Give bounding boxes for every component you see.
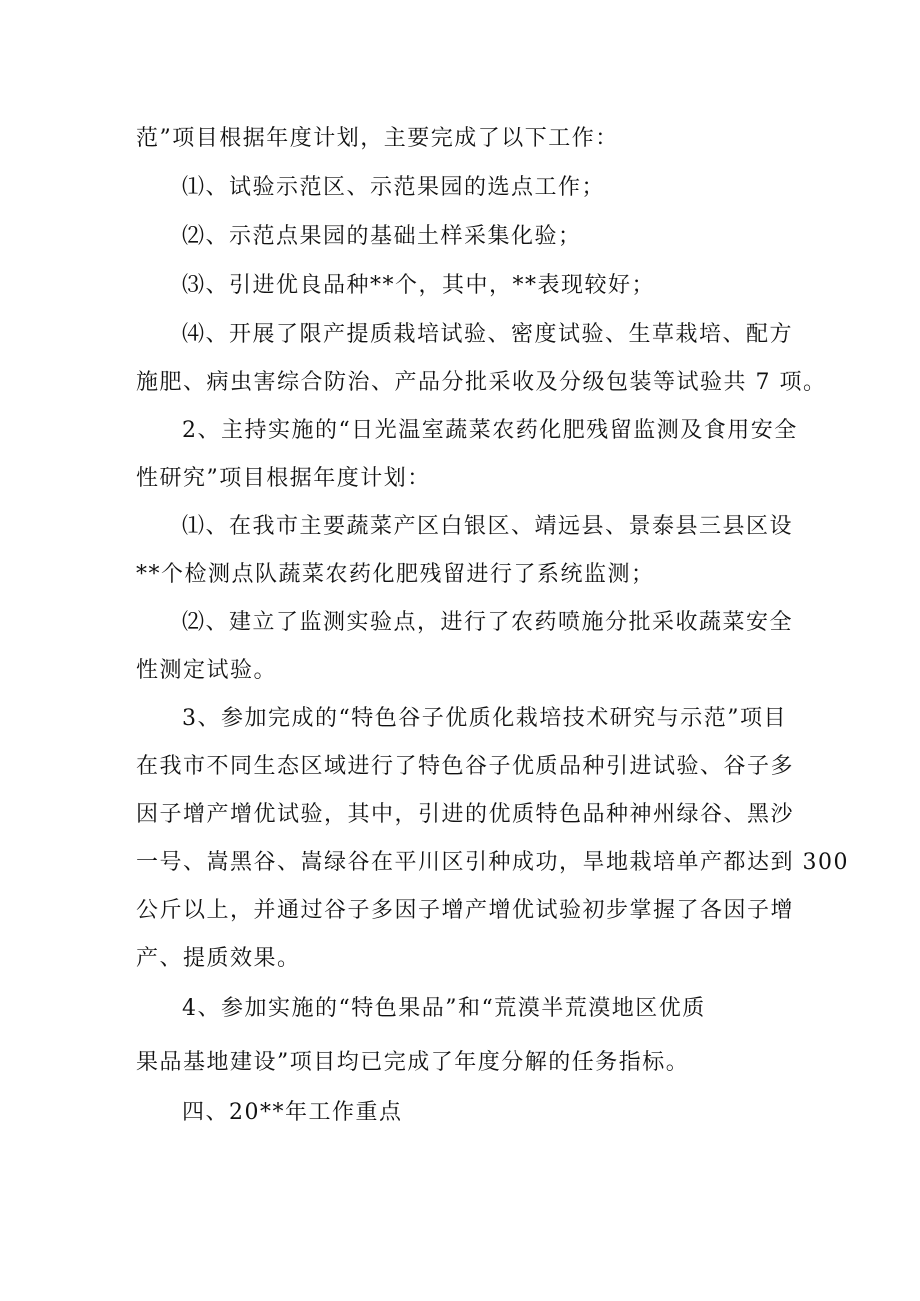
text-line: 因子增产增优试验，其中，引进的优质特色品种神州绿谷、黑沙 xyxy=(136,802,795,827)
text-line: 4、参加实施的“特色果品”和“荒漠半荒漠地区优质 xyxy=(182,996,706,1021)
text-line: ⑵、示范点果园的基础土样采集化验； xyxy=(182,224,582,249)
text-line: ⑷、开展了限产提质栽培试验、密度试验、生草栽培、配方 xyxy=(182,322,794,347)
text-line: ⑴、试验示范区、示范果园的选点工作； xyxy=(182,175,606,200)
text-line: 在我市不同生态区域进行了特色谷子优质品种引进试验、谷子多 xyxy=(136,754,795,779)
text-line: 产、提质效果。 xyxy=(136,946,301,971)
text-line: ⑴、在我市主要蔬菜产区白银区、靖远县、景泰县三县区设 xyxy=(182,514,794,539)
text-line: 公斤以上，并通过谷子多因子增产增优试验初步掌握了各因子增 xyxy=(136,898,795,923)
text-line: 2、主持实施的“日光温室蔬菜农药化肥残留监测及食用安全 xyxy=(182,418,798,443)
section-heading: 四、20**年工作重点 xyxy=(182,1100,403,1125)
text-line: 范”项目根据年度计划，主要完成了以下工作： xyxy=(136,126,619,151)
text-line: 施肥、病虫害综合防治、产品分批采收及分级包装等试验共 7 项。 xyxy=(136,370,827,395)
text-line: ⑵、建立了监测实验点，进行了农药喷施分批采收蔬菜安全 xyxy=(182,610,794,635)
text-line: 一号、嵩黑谷、嵩绿谷在平川区引种成功，旱地栽培单产都达到 300 xyxy=(136,850,849,875)
text-line: 3、参加完成的“特色谷子优质化栽培技术研究与示范”项目 xyxy=(182,706,787,731)
text-line: **个检测点队蔬菜农药化肥残留进行了系统监测； xyxy=(136,562,655,587)
text-line: 性研究”项目根据年度计划： xyxy=(136,466,431,491)
text-line: 果品基地建设”项目均已完成了年度分解的任务指标。 xyxy=(136,1050,690,1075)
text-line: 性测定试验。 xyxy=(136,658,278,683)
text-line: ⑶、引进优良品种**个，其中，**表现较好； xyxy=(182,273,656,298)
